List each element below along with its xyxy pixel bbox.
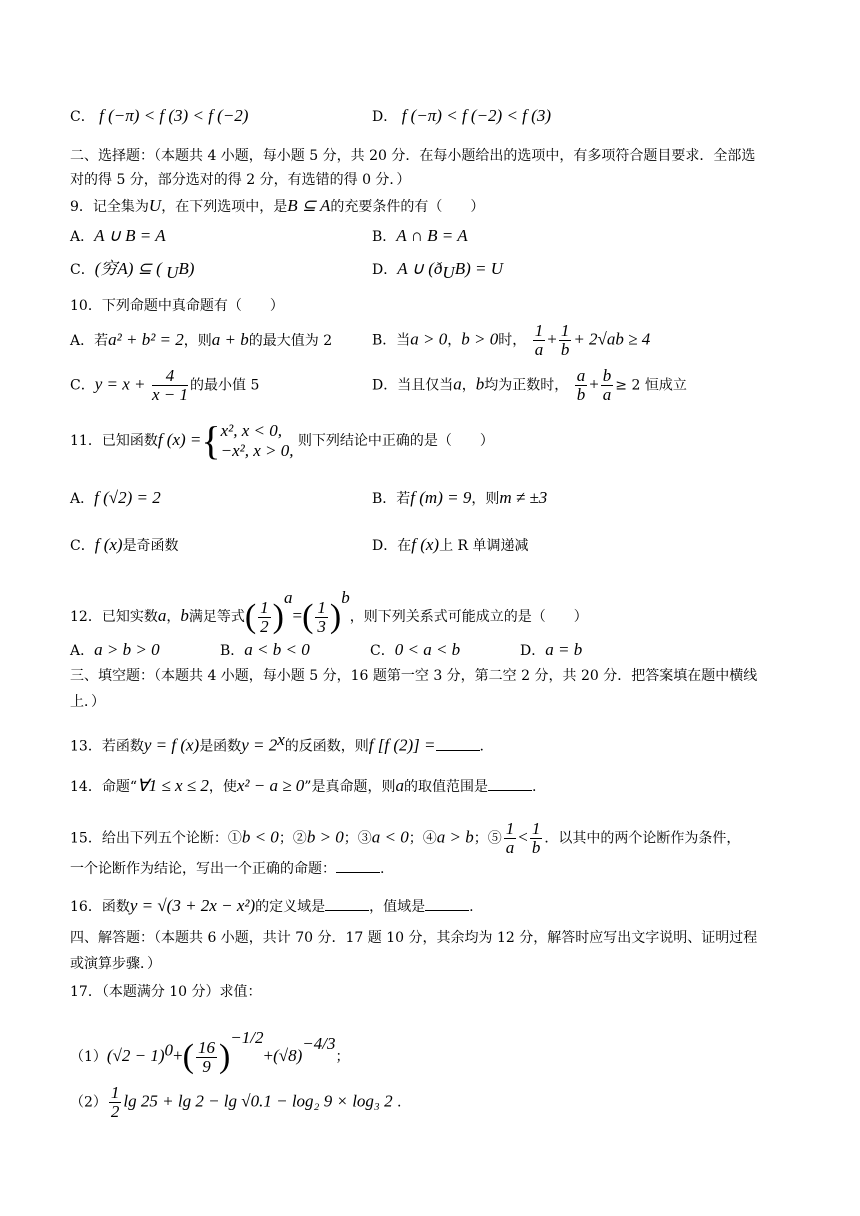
- q12-option-a: [70, 640, 220, 661]
- option-expression: B): [178, 259, 195, 278]
- part-label: （1）: [70, 1049, 107, 1065]
- math: U: [148, 196, 162, 215]
- denominator: b: [531, 838, 541, 857]
- exponent: a: [283, 588, 293, 607]
- subscript: U: [442, 262, 455, 282]
- math: f (x): [94, 535, 123, 554]
- math: y = 2: [241, 735, 278, 755]
- text: ，则: [471, 491, 500, 507]
- option-label: D．当且仅当: [372, 377, 454, 394]
- math: +: [173, 1046, 183, 1065]
- fraction: [109, 1084, 122, 1121]
- numerator: a: [576, 366, 586, 385]
- math: f (√2) = 2: [94, 488, 161, 507]
- answer-blank[interactable]: [425, 896, 469, 911]
- stem-text: 16．函数: [70, 899, 130, 915]
- section-3-heading-line1: 三、填空题：（本题共 4 小题，每小题 5 分，16 题第一空 3 分，第二空 2 分，共 20 分．把答案填在题中横线: [70, 668, 758, 684]
- stem-text: 是函数: [199, 738, 242, 755]
- q11-option-a: [70, 488, 161, 509]
- q16: [70, 896, 474, 917]
- stem-text: 的反函数，则: [284, 738, 369, 755]
- q13: [70, 730, 484, 757]
- q14: [70, 776, 536, 797]
- text: ，则: [183, 333, 212, 349]
- subscript: U: [166, 262, 179, 282]
- stem-text: ”是真命题，则: [304, 779, 396, 795]
- math: <: [518, 827, 528, 847]
- math: lg 25 + lg 2 − lg √0.1 − log₂ 9 × log₃ 2: [123, 1091, 393, 1111]
- text: .: [479, 738, 484, 755]
- denominator: 3: [317, 616, 326, 636]
- text: 的最小值 5: [190, 377, 260, 394]
- section-3-heading-line2: 上．）: [70, 694, 105, 710]
- text: ，: [461, 377, 476, 394]
- text: .: [531, 779, 537, 795]
- q11-option-d: [372, 535, 529, 556]
- q10-option-c: [70, 367, 259, 404]
- stem-text: 13．若函数: [70, 738, 144, 755]
- q10-option-b: B．当a > 0，b > 0时， $\frac{1}{a}$ + $\frac{1}{b}$ + 2√ab ≥ 4: [372, 321, 651, 359]
- q8-option-c: [70, 106, 248, 127]
- q11-option-c: [70, 535, 179, 556]
- math: f (m) = 9: [410, 488, 472, 507]
- math: +: [263, 1046, 274, 1065]
- q10-option-d: D．当且仅当a，b均为正数时， $\frac{a}{b}$ + $\frac{b}{a}$ ≥ 2 恒成立: [372, 366, 687, 404]
- stem-text: 15．给出下列五个论断：①: [70, 830, 242, 847]
- math: y = f (x): [143, 735, 200, 755]
- q12-option-d: [520, 640, 583, 659]
- exponent: x: [277, 730, 285, 749]
- stem-text: 的定义域是: [255, 899, 326, 915]
- option-expression: B) = U: [454, 259, 503, 278]
- denominator: 9: [202, 1056, 211, 1076]
- answer-blank[interactable]: [436, 736, 480, 751]
- math: (√2 − 1): [106, 1046, 165, 1065]
- option-label: C．: [70, 538, 95, 554]
- fraction: [152, 367, 188, 404]
- option-label: A．: [70, 643, 95, 659]
- stem-text: 满足等式: [188, 609, 245, 625]
- denominator: 2: [110, 1102, 120, 1121]
- denominator: x − 1: [151, 385, 188, 404]
- option-label: C．: [70, 109, 95, 125]
- math: x² − a ≥ 0: [236, 776, 305, 795]
- math: b: [475, 374, 485, 394]
- option-label: A．: [70, 491, 95, 507]
- q12-stem: 12．已知实数a，b满足等式( $\frac{1}{2}$ )$^a$=( $\frac{1}{3}$ )$^b$，则下列关系式可能成立的是（ ）: [70, 588, 588, 636]
- math: f [f (2)] =: [368, 735, 436, 755]
- option-label: B．当: [372, 332, 411, 349]
- option-expression: A ∩ B = A: [396, 226, 468, 245]
- q9-option-a: [70, 226, 166, 247]
- text: 时，: [498, 332, 527, 349]
- text: .: [397, 1094, 402, 1111]
- text: ；③: [343, 830, 372, 847]
- text: ≥ 2 恒成立: [615, 377, 687, 394]
- numerator: 1: [560, 321, 570, 340]
- q9-option-d: [372, 259, 503, 283]
- q15-line2: [70, 858, 384, 879]
- option-label: A．: [70, 229, 95, 245]
- denominator: a: [505, 838, 515, 857]
- q10-option-a: [70, 330, 332, 351]
- answer-blank[interactable]: [325, 896, 369, 911]
- math: a: [157, 606, 167, 625]
- stem-text: 的充要条件的有（ ）: [330, 199, 485, 215]
- stem-text: ．以其中的两个论断作为条件，: [544, 830, 741, 847]
- fraction: [196, 1039, 217, 1076]
- exponent: −4/3: [302, 1034, 336, 1053]
- math: ∀1 ≤ x ≤ 2: [136, 776, 209, 795]
- case: −x², x > 0,: [220, 441, 294, 460]
- denominator: a: [534, 340, 544, 359]
- stem-text: ，使: [208, 779, 237, 795]
- section-2-heading-line2: 对的得 5 分，部分选对的得 2 分，有选错的得 0 分．）: [70, 172, 411, 188]
- option-label: C．: [70, 262, 95, 278]
- math: b > 0: [461, 329, 499, 349]
- case: x², x < 0,: [220, 421, 283, 440]
- numerator: 1: [534, 321, 544, 340]
- stem-text: 9．记全集为: [70, 199, 149, 215]
- stem-text: ，则下列关系式可能成立的是（ ）: [349, 609, 588, 625]
- stem-text: ，在下列选项中，是: [161, 199, 288, 215]
- exponent: b: [341, 588, 350, 607]
- math: f (x) =: [157, 430, 202, 449]
- math: a > b > 0: [94, 640, 160, 659]
- math: a: [453, 374, 462, 394]
- denominator: a: [602, 385, 612, 404]
- numerator: 1: [531, 819, 541, 838]
- q17-stem: 17．（本题满分 10 分）求值：: [70, 984, 262, 1000]
- option-label: A．若: [70, 333, 109, 349]
- math: a > b: [436, 827, 474, 847]
- text: 的最大值为 2: [248, 333, 333, 349]
- numerator: 1: [317, 597, 326, 617]
- q17-part2: [70, 1084, 401, 1121]
- stem-text: 14．命题“: [70, 779, 137, 795]
- numerator: 16: [197, 1037, 215, 1057]
- math: b: [180, 606, 189, 625]
- option-label: C．: [370, 643, 395, 659]
- numerator: 1: [505, 819, 515, 838]
- option-expression: f (−π) < f (3) < f (−2): [99, 106, 249, 125]
- math: a + b: [211, 330, 249, 349]
- math: b > 0: [306, 827, 344, 847]
- denominator: b: [576, 385, 586, 404]
- numerator: 4: [152, 367, 188, 386]
- text: ；⑤: [473, 830, 502, 847]
- fraction: [530, 820, 543, 857]
- stem-text: 则下列结论中正确的是（ ）: [297, 433, 494, 449]
- q9-option-b: [372, 226, 468, 247]
- math: B ⊆ A: [287, 196, 331, 215]
- denominator: b: [560, 340, 570, 359]
- denominator: 2: [260, 616, 269, 636]
- q15-line1: [70, 820, 740, 857]
- section-2-heading-line1: 二、选择题：（本题共 4 小题，每小题 5 分，共 20 分．在每小题给出的选项中，有多项符合题目要求．全部选: [70, 148, 756, 164]
- q8-option-d: [372, 106, 551, 127]
- section-4-heading-line2: 或演算步骤．）: [70, 956, 161, 972]
- math: a > 0: [410, 329, 448, 349]
- option-label: C．: [70, 377, 95, 394]
- option-label: B．: [372, 229, 397, 245]
- math: (√8): [273, 1046, 303, 1065]
- answer-blank[interactable]: [336, 858, 380, 873]
- q9-option-c: [70, 259, 194, 283]
- text: ，: [447, 332, 462, 349]
- q12-options: [70, 640, 582, 661]
- fraction: [575, 367, 588, 404]
- q12-option-c: [370, 640, 520, 661]
- numerator: 1: [260, 597, 269, 617]
- stem-text: 的取值范围是: [403, 779, 488, 795]
- stem-text: ，值域是: [369, 899, 426, 915]
- text: ；: [335, 1049, 350, 1065]
- math: =: [292, 606, 303, 625]
- option-expression: (穷A) ⊆ (: [94, 259, 167, 278]
- math: a: [395, 776, 404, 795]
- fraction: [504, 820, 517, 857]
- numerator: b: [602, 366, 612, 385]
- option-expression: A ∪ (ð: [397, 259, 443, 278]
- fraction: [533, 322, 546, 359]
- text: 均为正数时，: [484, 377, 569, 394]
- q12-option-b: [220, 640, 370, 661]
- stem-text: 12．已知实数: [70, 609, 158, 625]
- q11-stem: [70, 418, 494, 463]
- option-expression: A ∪ B = A: [94, 226, 166, 245]
- text: .: [380, 861, 385, 877]
- answer-blank[interactable]: [488, 776, 532, 791]
- q17-part1: $(1)(√2 - 1)^0+$( $\frac{16}{9}$ )$^{-1/2}+(√8)^{-4/3}$；: [70, 1028, 350, 1076]
- fraction: [258, 599, 271, 636]
- numerator: 1: [110, 1083, 120, 1102]
- math: a = b: [545, 640, 583, 659]
- math: + 2√ab ≥ 4: [573, 329, 651, 349]
- exponent: 0: [164, 1040, 174, 1060]
- math: m ≠ ±3: [499, 488, 548, 507]
- brace: {: [201, 418, 221, 463]
- text: ，: [166, 609, 181, 625]
- math: a < 0: [371, 827, 409, 847]
- fraction: [315, 599, 328, 636]
- math: f (x): [411, 535, 440, 554]
- stem-text: 11．已知函数: [70, 433, 158, 449]
- text: 是奇函数: [122, 538, 179, 554]
- option-label: D．: [520, 643, 546, 659]
- text: .: [469, 899, 474, 915]
- section-4-heading-line1: 四、解答题：（本题共 6 小题，共计 70 分．17 题 10 分，其余均为 12 分，解答时应写出文字说明、证明过程: [70, 930, 758, 946]
- piecewise-cases: [221, 421, 294, 461]
- option-expression: f (−π) < f (−2) < f (3): [401, 106, 551, 125]
- option-label: D．: [372, 262, 398, 278]
- option-label: D．在: [372, 538, 412, 554]
- stem-text: 一个论断作为结论，写出一个正确的命题：: [70, 861, 336, 877]
- part-label: （2）: [70, 1094, 107, 1111]
- text: 上 R 单调递减: [439, 538, 529, 554]
- exponent: −1/2: [230, 1028, 264, 1047]
- math: 0 < a < b: [394, 640, 461, 659]
- math: y = x +: [94, 374, 146, 394]
- math: a < b < 0: [244, 640, 310, 659]
- q10-stem: 10．下列命题中真命题有（ ）: [70, 298, 284, 314]
- option-label: B．: [220, 643, 245, 659]
- option-label: D．: [372, 109, 398, 125]
- q11-option-b: [372, 488, 547, 509]
- text: ；④: [408, 830, 437, 847]
- fraction: [601, 367, 614, 404]
- math: y = √(3 + 2x − x²): [129, 896, 256, 915]
- option-label: B．若: [372, 491, 411, 507]
- math: a² + b² = 2: [108, 330, 184, 349]
- text: ；②: [278, 830, 307, 847]
- q9-stem: [70, 196, 484, 217]
- fraction: [559, 322, 572, 359]
- math: b < 0: [241, 827, 279, 847]
